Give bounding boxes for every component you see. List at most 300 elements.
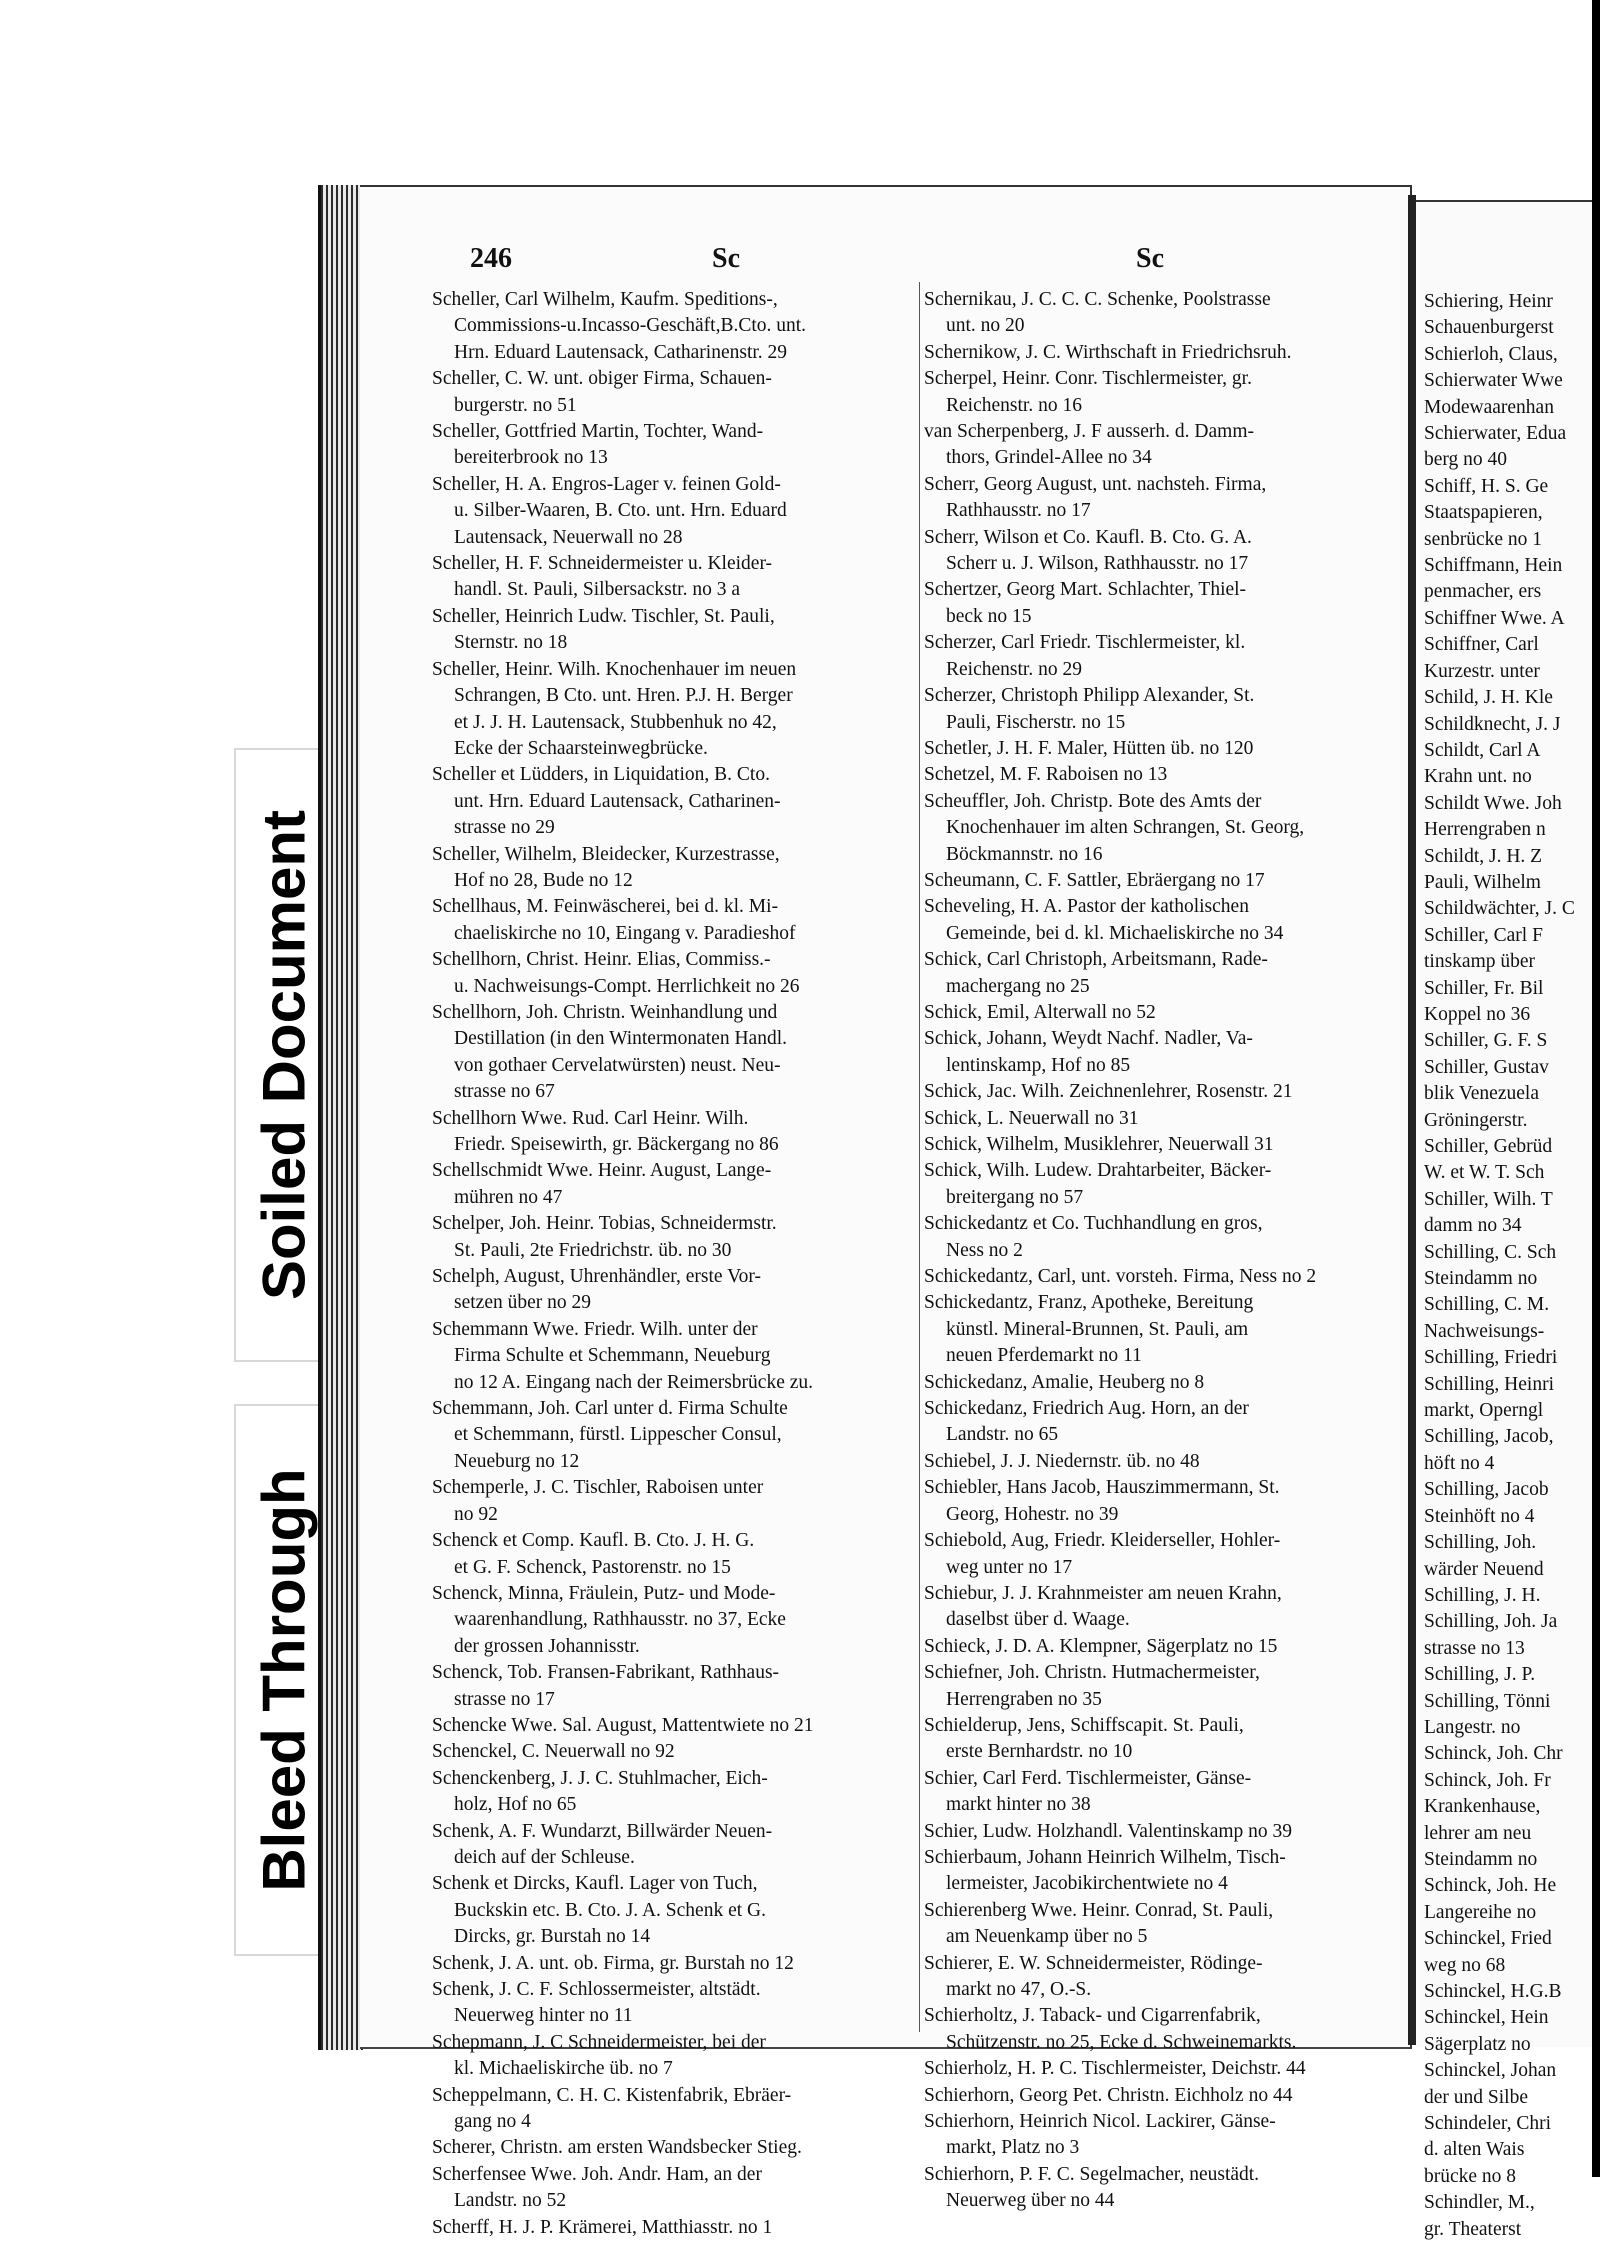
page-edge-stack: [318, 185, 363, 2050]
directory-entry: [924, 2083, 1364, 2109]
fragment-line: tinskamp über: [1424, 951, 1536, 973]
entry-line: Sternstr. no 18: [454, 632, 568, 654]
entry-line: Schickedantz, Franz, Apotheke, Bereitung: [924, 1292, 1254, 1314]
entry-line: Friedr. Speisewirth, gr. Bäckergang no 86: [454, 1134, 779, 1155]
fragment-line: Schiller, Gustav: [1424, 1056, 1549, 1078]
directory-entry: [924, 1766, 1364, 1819]
entry-line: handl. St. Pauli, Silbersackstr. no 3 a: [454, 579, 740, 601]
directory-entry: [924, 472, 1364, 525]
entry-line: Schick, Johann, Weydt Nachf. Nadler, Va-: [924, 1028, 1253, 1050]
entry-line: Hrn. Eduard Lautensack, Catharinenstr. 29: [454, 341, 788, 363]
directory-entry: [924, 340, 1364, 366]
fragment-line: Gröningerstr.: [1424, 1109, 1528, 1131]
directory-entry: [924, 1211, 1364, 1264]
directory-entry: [432, 2135, 918, 2161]
soiled-document-text: Soiled Document: [250, 809, 318, 1301]
entry-line: gang no 4: [454, 2111, 531, 2133]
entry-line: et G. F. Schenck, Pastorenstr. no 15: [454, 1556, 731, 1578]
fragment-line: Schinckel, Fried: [1424, 1928, 1552, 1950]
entry-line: Schelper, Joh. Heinr. Tobias, Schneidermstr.: [432, 1213, 777, 1235]
entry-line: et Schemmann, fürstl. Lippescher Consul,: [454, 1424, 782, 1446]
directory-entry: [924, 366, 1364, 419]
fragment-line: Schiffmann, Hein: [1424, 555, 1563, 577]
entry-line: Schetler, J. H. F. Maler, Hütten üb. no 120: [924, 737, 1254, 759]
fragment-line: Schilling, J. P.: [1424, 1664, 1536, 1686]
fragment-line: Sägerplatz no: [1424, 2033, 1531, 2055]
entry-line: Scherer, Christn. am ersten Wandsbecker Stieg.: [432, 2137, 802, 2159]
entry-line: Scheller, Wilhelm, Bleidecker, Kurzestrasse,: [432, 843, 780, 865]
entry-line: Schiefner, Joh. Christn. Hutmachermeister,: [924, 1662, 1260, 1684]
entry-line: van Scherpenberg, J. F ausserh. d. Damm-: [924, 421, 1254, 443]
entry-line: Böckmannstr. no 16: [946, 843, 1103, 865]
fragment-line: Schilling, Jacob: [1424, 1479, 1549, 1501]
page-number: 246: [470, 243, 512, 274]
entry-line: von gothaer Cervelatwürsten) neust. Neu-: [454, 1054, 781, 1076]
entry-line: Schierhorn, Georg Pet. Christn. Eichholz no 44: [924, 2084, 1293, 2106]
entry-line: Hof no 28, Bude no 12: [454, 869, 633, 891]
entry-line: setzen über no 29: [454, 1292, 591, 1314]
directory-entry: [432, 472, 918, 551]
fragment-line: Schinck, Joh. Chr: [1424, 1743, 1563, 1765]
entry-line: Schickedanz, Friedrich Aug. Horn, an der: [924, 1398, 1249, 1420]
fragment-line: Schiffner Wwe. A: [1424, 607, 1565, 629]
fragment-line: Schilling, Friedri: [1424, 1347, 1558, 1369]
fragment-line: Schiller, Carl F: [1424, 924, 1543, 946]
entry-line: Schenck, Minna, Fräulein, Putz- und Mode-: [432, 1582, 776, 1604]
entry-line: bereiterbrook no 13: [454, 447, 608, 469]
directory-entry: [432, 604, 918, 657]
entry-line: Schierholz, H. P. C. Tischlermeister, Deichstr. 44: [924, 2058, 1306, 2080]
entry-line: Schick, Wilh. Ludew. Drahtarbeiter, Bäcker-: [924, 1160, 1272, 1182]
running-header-left: Sc: [712, 243, 740, 274]
entry-line: Scherzer, Carl Friedr. Tischlermeister, kl.: [924, 632, 1246, 654]
entry-line: holz, Hof no 65: [454, 1794, 577, 1816]
fragment-line: wärder Neuend: [1424, 1558, 1544, 1580]
entry-line: Scheller, Carl Wilhelm, Kaufm. Speditions-,: [432, 289, 778, 310]
entry-line: lermeister, Jacobikirchentwiete no 4: [946, 1873, 1228, 1895]
entry-line: Herrengraben no 35: [946, 1688, 1102, 1710]
directory-entry: [432, 1000, 918, 1106]
directory-entry: [432, 366, 918, 419]
fragment-line: W. et W. T. Sch: [1424, 1162, 1545, 1184]
entry-line: Scheller, Heinr. Wilh. Knochenhauer im neuen: [432, 658, 797, 680]
fragment-line: Modewaarenhan: [1424, 396, 1554, 418]
fragment-line: penmacher, ers: [1424, 581, 1542, 603]
entry-line: Neuerweg über no 44: [946, 2190, 1115, 2212]
directory-entry: [924, 868, 1364, 894]
entry-line: burgerstr. no 51: [454, 394, 577, 416]
directory-entry: [924, 1845, 1364, 1898]
entry-line: Ecke der Schaarsteinwegbrücke.: [454, 737, 708, 759]
entry-line: Schierholtz, J. Taback- und Cigarrenfabrik,: [924, 2005, 1261, 2027]
directory-entry: [924, 577, 1364, 630]
entry-line: Scheppelmann, C. H. C. Kistenfabrik, Ebräer-: [432, 2084, 792, 2106]
fragment-line: Schindeler, Chri: [1424, 2113, 1552, 2135]
directory-entry: [924, 736, 1364, 762]
entry-line: Schemmann, Joh. Carl unter d. Firma Schulte: [432, 1398, 788, 1420]
fragment-line: Schiff, H. S. Ge: [1424, 475, 1549, 497]
fragment-line: Schiller, Gebrüd: [1424, 1136, 1553, 1157]
fragment-line: Schiller, Fr. Bil: [1424, 977, 1544, 999]
entry-line: Commissions-u.Incasso-Geschäft,B.Cto. unt.: [454, 315, 807, 337]
directory-entry: [432, 2215, 918, 2241]
directory-entry: [924, 1079, 1364, 1105]
entry-line: Scheuffler, Joh. Christp. Bote des Amts der: [924, 790, 1262, 812]
entry-line: strasse no 67: [454, 1081, 555, 1103]
fragment-line: Koppel no 36: [1424, 1003, 1531, 1025]
entry-line: Schernikow, J. C. Wirthschaft in Friedrichsruh.: [924, 341, 1292, 363]
entry-line: Schemmann Wwe. Friedr. Wilh. unter der: [432, 1318, 758, 1340]
directory-entry: [924, 947, 1364, 1000]
entry-line: Scherfensee Wwe. Joh. Andr. Ham, an der: [432, 2163, 762, 2185]
directory-entry: [924, 1264, 1364, 1290]
fragment-line: Pauli, Wilhelm: [1424, 871, 1541, 893]
directory-entry: [924, 1449, 1364, 1475]
fragment-line: Schilling, Tönni: [1424, 1690, 1551, 1712]
entry-line: Schetzel, M. F. Raboisen no 13: [924, 764, 1168, 786]
entry-line: mühren no 47: [454, 1186, 563, 1208]
entry-line: Schickedantz et Co. Tuchhandlung en gros,: [924, 1213, 1263, 1235]
fragment-line: höft no 4: [1424, 1452, 1495, 1474]
directory-entry: [924, 762, 1364, 788]
entry-line: Schertzer, Georg Mart. Schlachter, Thiel-: [924, 579, 1247, 601]
entry-line: Schieck, J. D. A. Klempner, Sägerplatz no 15: [924, 1635, 1278, 1657]
right-page: [1416, 200, 1592, 2240]
fragment-line: Schierwater, Edua: [1424, 423, 1567, 445]
entry-line: Georg, Hohestr. no 39: [946, 1503, 1119, 1525]
directory-entry: [432, 1581, 918, 1660]
directory-entry: [432, 2083, 918, 2136]
fragment-line: Schildt, J. H. Z: [1424, 845, 1543, 867]
fragment-line: brücke no 8: [1424, 2165, 1517, 2187]
entry-line: St. Pauli, 2te Friedrichstr. üb. no 30: [454, 1239, 732, 1261]
directory-entry: [924, 894, 1364, 947]
entry-line: weg unter no 17: [946, 1556, 1073, 1578]
fragment-line: Steindamm no: [1424, 1268, 1538, 1290]
fragment-line: Langereihe no: [1424, 1901, 1537, 1923]
directory-entry: [432, 287, 918, 366]
fragment-line: lehrer am neu: [1424, 1822, 1532, 1844]
entry-line: Schierenberg Wwe. Heinr. Conrad, St. Pauli,: [924, 1899, 1274, 1921]
directory-column-left: [432, 287, 918, 2241]
entry-line: Destillation (in den Wintermonaten Handl.: [454, 1028, 787, 1050]
fragment-line: Schilling, C. M.: [1424, 1294, 1550, 1316]
fragment-line: Schierloh, Claus,: [1424, 343, 1558, 365]
entry-line: Schiebold, Aug, Friedr. Kleiderseller, Hohler-: [924, 1530, 1281, 1552]
entry-line: lentinskamp, Hof no 85: [946, 1054, 1131, 1076]
directory-entry: [924, 789, 1364, 868]
fragment-line: Langestr. no: [1424, 1716, 1521, 1738]
directory-entry: [432, 947, 918, 1000]
directory-entry: [924, 1026, 1364, 1079]
entry-line: et J. J. H. Lautensack, Stubbenhuk no 42,: [454, 711, 777, 733]
entry-line: daselbst über d. Waage.: [946, 1609, 1130, 1631]
fragment-line: Schinck, Joh. He: [1424, 1875, 1557, 1897]
fragment-line: Kurzestr. unter: [1424, 660, 1540, 682]
fragment-line: Schauenburgerst: [1424, 317, 1554, 339]
entry-line: unt. no 20: [946, 315, 1025, 337]
entry-line: u. Silber-Waaren, B. Cto. unt. Hrn. Eduard: [454, 500, 787, 522]
fragment-line: Schierwater Wwe: [1424, 370, 1563, 392]
entry-line: Scherff, H. J. P. Krämerei, Matthiasstr. no 1: [432, 2216, 773, 2238]
directory-entry: [924, 1475, 1364, 1528]
entry-line: Schencke Wwe. Sal. August, Mattentwiete no 21: [432, 1714, 814, 1736]
entry-line: Schier, Carl Ferd. Tischlermeister, Gänse-: [924, 1767, 1252, 1789]
fragment-line: Schinck, Joh. Fr: [1424, 1769, 1551, 1791]
entry-line: künstl. Mineral-Brunnen, St. Pauli, am: [946, 1318, 1249, 1340]
entry-line: Scherpel, Heinr. Conr. Tischlermeister, gr.: [924, 368, 1252, 390]
entry-line: no 12 A. Eingang nach der Reimersbrücke zu.: [454, 1371, 814, 1393]
directory-entry: [432, 894, 918, 947]
entry-line: Buckskin etc. B. Cto. J. A. Schenk et G.: [454, 1899, 766, 1921]
running-header-right: Sc: [1136, 243, 1164, 274]
directory-entry: [924, 525, 1364, 578]
directory-entry: [924, 1290, 1364, 1369]
fragment-line: berg no 40: [1424, 449, 1508, 471]
directory-entry: [432, 1951, 918, 1977]
entry-line: Firma Schulte et Schemmann, Neueburg: [454, 1345, 771, 1367]
directory-entry: [924, 1106, 1364, 1132]
entry-line: Scherr, Wilson et Co. Kaufl. B. Cto. G. A.: [924, 526, 1252, 548]
entry-line: Landstr. no 52: [454, 2190, 567, 2212]
directory-entry: [432, 1106, 918, 1159]
entry-line: deich auf der Schleuse.: [454, 1846, 635, 1868]
entry-line: Scheller, H. A. Engros-Lager v. feinen Gold-: [432, 473, 781, 495]
entry-line: thors, Grindel-Allee no 34: [946, 447, 1152, 469]
entry-line: Schick, L. Neuerwall no 31: [924, 1107, 1139, 1129]
entry-line: Schick, Emil, Alterwall no 52: [924, 1001, 1156, 1023]
entry-line: chaeliskirche no 10, Eingang v. Paradieshof: [454, 922, 796, 944]
entry-line: Schier, Ludw. Holzhandl. Valentinskamp no 39: [924, 1820, 1293, 1842]
fragment-line: Krahn unt. no: [1424, 766, 1532, 788]
entry-line: markt, Platz no 3: [946, 2137, 1080, 2159]
fragment-line: Schildt Wwe. Joh: [1424, 792, 1562, 814]
entry-line: Schiebler, Hans Jacob, Hauszimmermann, St.: [924, 1477, 1280, 1499]
directory-entry: [924, 1713, 1364, 1766]
entry-line: Schemperle, J. C. Tischler, Raboisen unter: [432, 1477, 764, 1499]
fragment-line: Schilling, J. H.: [1424, 1584, 1541, 1606]
entry-line: Dircks, gr. Burstah no 14: [454, 1926, 651, 1948]
entry-line: Schellschmidt Wwe. Heinr. August, Lange-: [432, 1160, 772, 1182]
fragment-line: Schiering, Heinr: [1424, 291, 1553, 312]
entry-line: strasse no 29: [454, 817, 555, 839]
right-page-column-fragment: [1424, 289, 1614, 2243]
directory-entry: [432, 1660, 918, 1713]
bleed-through-text: Bleed Through: [250, 1468, 318, 1892]
entry-line: Neueburg no 12: [454, 1450, 580, 1472]
entry-line: Ness no 2: [946, 1239, 1023, 1261]
entry-line: Schellhorn, Joh. Christn. Weinhandlung und: [432, 1001, 778, 1023]
entry-line: Schenk et Dircks, Kaufl. Lager von Tuch,: [432, 1873, 758, 1895]
entry-line: Schick, Wilhelm, Musiklehrer, Neuerwall 31: [924, 1134, 1274, 1155]
entry-line: markt no 47, O.-S.: [946, 1979, 1092, 2000]
directory-entry: [924, 1634, 1364, 1660]
entry-line: Scheller, H. F. Schneidermeister u. Kleider-: [432, 553, 773, 575]
fragment-line: damm no 34: [1424, 1215, 1522, 1237]
fragment-line: Herrengraben n: [1424, 819, 1546, 841]
entry-line: Scheller, Heinrich Ludw. Tischler, St. Pauli,: [432, 605, 775, 627]
directory-entry: [924, 419, 1364, 472]
directory-entry: [924, 2056, 1364, 2082]
directory-entry: [432, 1396, 918, 1475]
entry-line: am Neuenkamp über no 5: [946, 1926, 1148, 1948]
directory-entry: [432, 657, 918, 763]
directory-entry: [924, 2162, 1364, 2215]
entry-line: Gemeinde, bei d. kl. Michaeliskirche no 34: [946, 922, 1284, 944]
directory-entry: [924, 1000, 1364, 1026]
entry-line: strasse no 17: [454, 1688, 555, 1710]
directory-entry: [924, 1951, 1364, 2004]
fragment-line: Schildknecht, J. J: [1424, 713, 1561, 735]
directory-entry: [432, 1264, 918, 1317]
entry-line: waarenhandlung, Rathhausstr. no 37, Ecke: [454, 1609, 786, 1631]
entry-line: neuen Pferdemarkt no 11: [946, 1345, 1142, 1367]
directory-entry: [432, 1211, 918, 1264]
fragment-line: Schiller, Wilh. T: [1424, 1188, 1553, 1210]
entry-line: Schierer, E. W. Schneidermeister, Rödinge-: [924, 1952, 1263, 1974]
fragment-line: Staatspapieren,: [1424, 502, 1543, 524]
directory-entry: [924, 1898, 1364, 1951]
directory-entry: [924, 1158, 1364, 1211]
entry-line: Lautensack, Neuerwall no 28: [454, 526, 683, 548]
entry-line: Schenck et Comp. Kaufl. B. Cto. J. H. G.: [432, 1530, 755, 1552]
directory-entry: [432, 1475, 918, 1528]
entry-line: Neuerweg hinter no 11: [454, 2005, 633, 2027]
entry-line: unt. Hrn. Eduard Lautensack, Catharinen-: [454, 790, 781, 812]
directory-entry: [432, 1317, 918, 1396]
entry-line: Scheumann, C. F. Sattler, Ebräergang no 17: [924, 869, 1265, 891]
entry-line: Schierhorn, Heinrich Nicol. Lackirer, Gänse-: [924, 2111, 1276, 2133]
entry-line: Schrangen, B Cto. unt. Hren. P.J. H. Berger: [454, 685, 793, 707]
entry-line: Schepmann, J. C Schneidermeister, bei der: [432, 2031, 766, 2053]
directory-entry: [924, 1132, 1364, 1158]
entry-line: Schick, Jac. Wilh. Zeichnenlehrer, Rosenstr. 21: [924, 1081, 1293, 1103]
fragment-line: Schindler, M.,: [1424, 2192, 1535, 2214]
fragment-line: Schildt, Carl A: [1424, 739, 1541, 761]
entry-line: Reichenstr. no 29: [946, 658, 1082, 680]
directory-entry: [924, 2003, 1364, 2056]
entry-line: Scherr, Georg August, unt. nachsteh. Firma,: [924, 473, 1267, 495]
fragment-line: Schiller, G. F. S: [1424, 1030, 1548, 1052]
directory-entry: [924, 1819, 1364, 1845]
entry-line: Schenk, A. F. Wundarzt, Billwärder Neuen-: [432, 1820, 773, 1842]
directory-entry: [924, 287, 1364, 340]
entry-line: Scherr u. J. Wilson, Rathhausstr. no 17: [946, 553, 1249, 575]
fragment-line: Schild, J. H. Kle: [1424, 687, 1553, 709]
fragment-line: Schinckel, H.G.B: [1424, 1981, 1562, 2002]
entry-line: Schellhorn, Christ. Heinr. Elias, Commiss.-: [432, 949, 771, 971]
entry-line: Schenckenberg, J. J. C. Stuhlmacher, Eich-: [432, 1767, 768, 1789]
directory-entry: [924, 1581, 1364, 1634]
entry-line: Schierbaum, Johann Heinrich Wilhelm, Tisch-: [924, 1846, 1286, 1868]
entry-line: Schickedanz, Amalie, Heuberg no 8: [924, 1371, 1205, 1393]
directory-entry: [432, 1766, 918, 1819]
directory-entry: [432, 1528, 918, 1581]
directory-entry: [432, 2162, 918, 2215]
directory-column-right: [924, 287, 1364, 2215]
fragment-line: Schinckel, Johan: [1424, 2060, 1557, 2082]
directory-entry: [924, 1396, 1364, 1449]
directory-entry: [432, 1977, 918, 2030]
fragment-line: Schilling, C. Sch: [1424, 1241, 1557, 1263]
directory-entry: [432, 842, 918, 895]
entry-line: Knochenhauer im alten Schrangen, St. Georg,: [946, 817, 1305, 839]
directory-entry: [432, 2030, 918, 2083]
fragment-line: weg no 68: [1424, 1954, 1506, 1976]
entry-line: Schiebel, J. J. Niedernstr. üb. no 48: [924, 1450, 1200, 1472]
entry-line: markt hinter no 38: [946, 1794, 1091, 1816]
entry-line: Schernikau, J. C. C. C. Schenke, Poolstrasse: [924, 289, 1271, 310]
fragment-line: Schinckel, Hein: [1424, 2007, 1549, 2029]
fragment-line: Schilling, Jacob,: [1424, 1426, 1554, 1448]
fragment-line: strasse no 13: [1424, 1637, 1525, 1659]
directory-entry: [924, 1660, 1364, 1713]
fragment-line: gr. Theaterst: [1424, 2218, 1522, 2240]
column-divider: [919, 282, 920, 2032]
entry-line: Reichenstr. no 16: [946, 394, 1082, 416]
fragment-line: Nachweisungs-: [1424, 1320, 1545, 1342]
fragment-line: Steinhöft no 4: [1424, 1505, 1535, 1527]
directory-entry: [432, 1871, 918, 1950]
fragment-line: der und Silbe: [1424, 2086, 1528, 2108]
entry-line: u. Nachweisungs-Compt. Herrlichkeit no 26: [454, 975, 800, 997]
directory-entry: [924, 630, 1364, 683]
entry-line: Schierhorn, P. F. C. Segelmacher, neustädt.: [924, 2163, 1260, 2185]
entry-line: Scheller et Lüdders, in Liquidation, B. Cto.: [432, 764, 770, 786]
entry-line: Schelph, August, Uhrenhändler, erste Vor-: [432, 1266, 762, 1288]
directory-entry: [432, 1713, 918, 1739]
fragment-line: Schilling, Heinri: [1424, 1373, 1554, 1395]
entry-line: Scherzer, Christoph Philipp Alexander, St.: [924, 685, 1255, 707]
fragment-line: Krankenhause,: [1424, 1796, 1541, 1818]
directory-entry: [432, 1819, 918, 1872]
directory-entry: [924, 1528, 1364, 1581]
directory-entry: [432, 551, 918, 604]
directory-entry: [924, 2109, 1364, 2162]
directory-entry: [432, 1158, 918, 1211]
fragment-line: Schilling, Joh. Ja: [1424, 1611, 1558, 1633]
fragment-line: Schiffner, Carl: [1424, 634, 1539, 656]
directory-entry: [432, 762, 918, 841]
entry-line: Scheveling, H. A. Pastor der katholischen: [924, 896, 1249, 918]
entry-line: no 92: [454, 1503, 498, 1525]
fragment-line: markt, Operngl: [1424, 1400, 1544, 1422]
fragment-line: senbrücke no 1: [1424, 528, 1543, 550]
entry-line: Pauli, Fischerstr. no 15: [946, 711, 1126, 733]
fragment-line: Schildwächter, J. C: [1424, 898, 1575, 920]
entry-line: Schickedantz, Carl, unt. vorsteh. Firma, Ness no 2: [924, 1266, 1317, 1288]
entry-line: der grossen Johannisstr.: [454, 1635, 640, 1657]
entry-line: Scheller, Gottfried Martin, Tochter, Wand-: [432, 421, 764, 443]
entry-line: Schenck, Tob. Fransen-Fabrikant, Rathhaus-: [432, 1662, 780, 1684]
entry-line: Schützenstr. no 25, Ecke d. Schweinemarkts.: [946, 2031, 1297, 2053]
entry-line: erste Bernhardstr. no 10: [946, 1741, 1133, 1763]
book-gutter: [1408, 195, 1416, 2045]
entry-line: Schellhaus, M. Feinwäscherei, bei d. kl. Mi-: [432, 896, 779, 918]
entry-line: Schellhorn Wwe. Rud. Carl Heinr. Wilh.: [432, 1107, 749, 1129]
entry-line: Schick, Carl Christoph, Arbeitsmann, Rade-: [924, 949, 1268, 971]
entry-line: Scheller, C. W. unt. obiger Firma, Schauen-: [432, 368, 772, 390]
entry-line: beck no 15: [946, 605, 1032, 627]
directory-entry: [924, 1370, 1364, 1396]
fragment-line: Steindamm no: [1424, 1848, 1538, 1870]
entry-line: Landstr. no 65: [946, 1424, 1059, 1446]
entry-line: Rathhausstr. no 17: [946, 500, 1091, 522]
entry-line: Schenk, J. C. F. Schlossermeister, altstädt.: [432, 1979, 761, 2000]
entry-line: kl. Michaeliskirche üb. no 7: [454, 2058, 673, 2080]
entry-line: breitergang no 57: [946, 1186, 1084, 1208]
directory-entry: [432, 419, 918, 472]
